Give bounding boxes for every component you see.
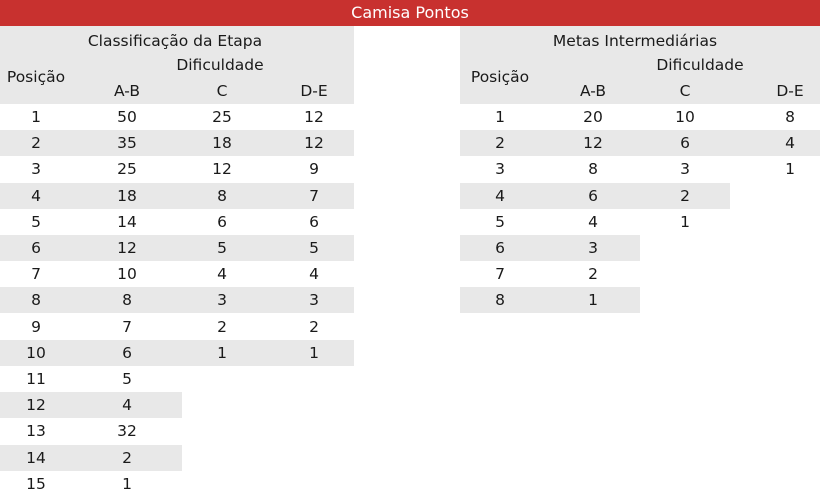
- points-cell: [760, 261, 820, 287]
- points-cell: 2: [122, 448, 132, 467]
- points-cell: [182, 445, 262, 471]
- stage-position-header: Posição: [6, 68, 66, 86]
- points-cell: 6: [680, 134, 690, 153]
- points-cell: [274, 471, 354, 497]
- points-cell: 12: [212, 160, 232, 179]
- points-cell: 25: [212, 108, 232, 126]
- intermediate-difficulty-header: Dificuldade: [656, 56, 744, 74]
- points-cell: 18: [212, 134, 232, 153]
- position-cell: 4: [31, 186, 41, 205]
- points-cell: 3: [588, 239, 598, 257]
- points-cell: 1: [680, 212, 690, 231]
- position-cell: 3: [495, 160, 505, 179]
- points-cell: [760, 209, 820, 235]
- points-cell: 14: [117, 212, 137, 231]
- points-cell: 5: [217, 239, 227, 257]
- position-cell: 1: [31, 108, 41, 126]
- position-cell: 5: [495, 212, 505, 231]
- points-cell: [274, 366, 354, 392]
- points-cell: 32: [117, 422, 137, 441]
- points-cell: 9: [309, 160, 319, 179]
- intermediate-col-header: A-B: [580, 82, 606, 100]
- points-cell: [182, 418, 262, 444]
- stage-heading: Classificação da Etapa: [87, 32, 263, 50]
- stage-difficulty-header: Dificuldade: [176, 56, 264, 74]
- points-cell: 6: [588, 186, 598, 205]
- points-cell: 25: [117, 160, 137, 179]
- points-cell: 10: [117, 265, 137, 284]
- points-cell: 10: [675, 108, 695, 126]
- points-cell: 8: [217, 186, 227, 205]
- position-cell: 10: [26, 343, 46, 362]
- position-cell: 14: [26, 448, 46, 467]
- points-cell: 4: [309, 265, 319, 284]
- points-cell: [760, 287, 820, 313]
- points-cell: 3: [309, 291, 319, 310]
- points-cell: 5: [309, 239, 319, 257]
- points-cell: 7: [309, 186, 319, 205]
- points-cell: 6: [217, 212, 227, 231]
- position-cell: 8: [495, 291, 505, 310]
- stage-col-header: D-E: [300, 82, 328, 100]
- points-cell: [182, 366, 262, 392]
- points-cell: 20: [583, 108, 603, 126]
- points-cell: 5: [122, 370, 132, 388]
- points-cell: [640, 261, 730, 287]
- points-cell: 4: [122, 396, 132, 415]
- points-cell: [760, 183, 820, 209]
- points-cell: 1: [217, 343, 227, 362]
- points-cell: 2: [309, 317, 319, 336]
- points-cell: [182, 392, 262, 418]
- points-cell: 12: [304, 108, 324, 126]
- points-cell: [274, 392, 354, 418]
- intermediate-heading: Metas Intermediárias: [552, 32, 718, 50]
- points-cell: 8: [785, 108, 795, 126]
- points-cell: 6: [122, 343, 132, 362]
- points-cell: [274, 445, 354, 471]
- position-cell: 2: [31, 134, 41, 153]
- stage-col-header: A-B: [114, 82, 140, 100]
- points-cell: 12: [583, 134, 603, 153]
- points-cell: 12: [117, 239, 137, 257]
- position-cell: 7: [495, 265, 505, 284]
- position-cell: 6: [495, 239, 505, 257]
- points-cell: [274, 418, 354, 444]
- points-cell: 1: [785, 160, 795, 179]
- points-cell: 2: [680, 186, 690, 205]
- points-cell: 3: [680, 160, 690, 179]
- position-cell: 11: [26, 370, 46, 388]
- position-cell: 12: [26, 396, 46, 415]
- position-cell: 5: [31, 212, 41, 231]
- position-cell: 9: [31, 317, 41, 336]
- intermediate-col-header: C: [679, 82, 691, 100]
- position-cell: 8: [31, 291, 41, 310]
- points-cell: [760, 235, 820, 261]
- points-cell: 6: [309, 212, 319, 231]
- points-cell: 1: [122, 474, 132, 493]
- position-cell: 2: [495, 134, 505, 153]
- points-cell: [640, 287, 730, 313]
- points-cell: [182, 471, 262, 497]
- stage-col-header: C: [216, 82, 228, 100]
- points-cell: 18: [117, 186, 137, 205]
- points-cell: 4: [785, 134, 795, 153]
- points-cell: 1: [309, 343, 319, 362]
- points-cell: 1: [588, 291, 598, 310]
- position-cell: 4: [495, 186, 505, 205]
- intermediate-position-header: Posição: [470, 68, 530, 86]
- points-cell: 8: [588, 160, 598, 179]
- points-cell: 4: [588, 212, 598, 231]
- position-cell: 13: [26, 422, 46, 441]
- points-cell: 3: [217, 291, 227, 310]
- position-cell: 1: [495, 108, 505, 126]
- points-cell: 4: [217, 265, 227, 284]
- table-title: Camisa Pontos: [0, 0, 820, 26]
- points-cell: 50: [117, 108, 137, 126]
- points-cell: 35: [117, 134, 137, 153]
- points-cell: 2: [588, 265, 598, 284]
- position-cell: 15: [26, 474, 46, 493]
- position-cell: 7: [31, 265, 41, 284]
- points-cell: 2: [217, 317, 227, 336]
- points-cell: [640, 235, 730, 261]
- points-cell: 7: [122, 317, 132, 336]
- position-cell: 6: [31, 239, 41, 257]
- points-cell: 12: [304, 134, 324, 153]
- points-cell: 8: [122, 291, 132, 310]
- position-cell: 3: [31, 160, 41, 179]
- intermediate-col-header: D-E: [776, 82, 804, 100]
